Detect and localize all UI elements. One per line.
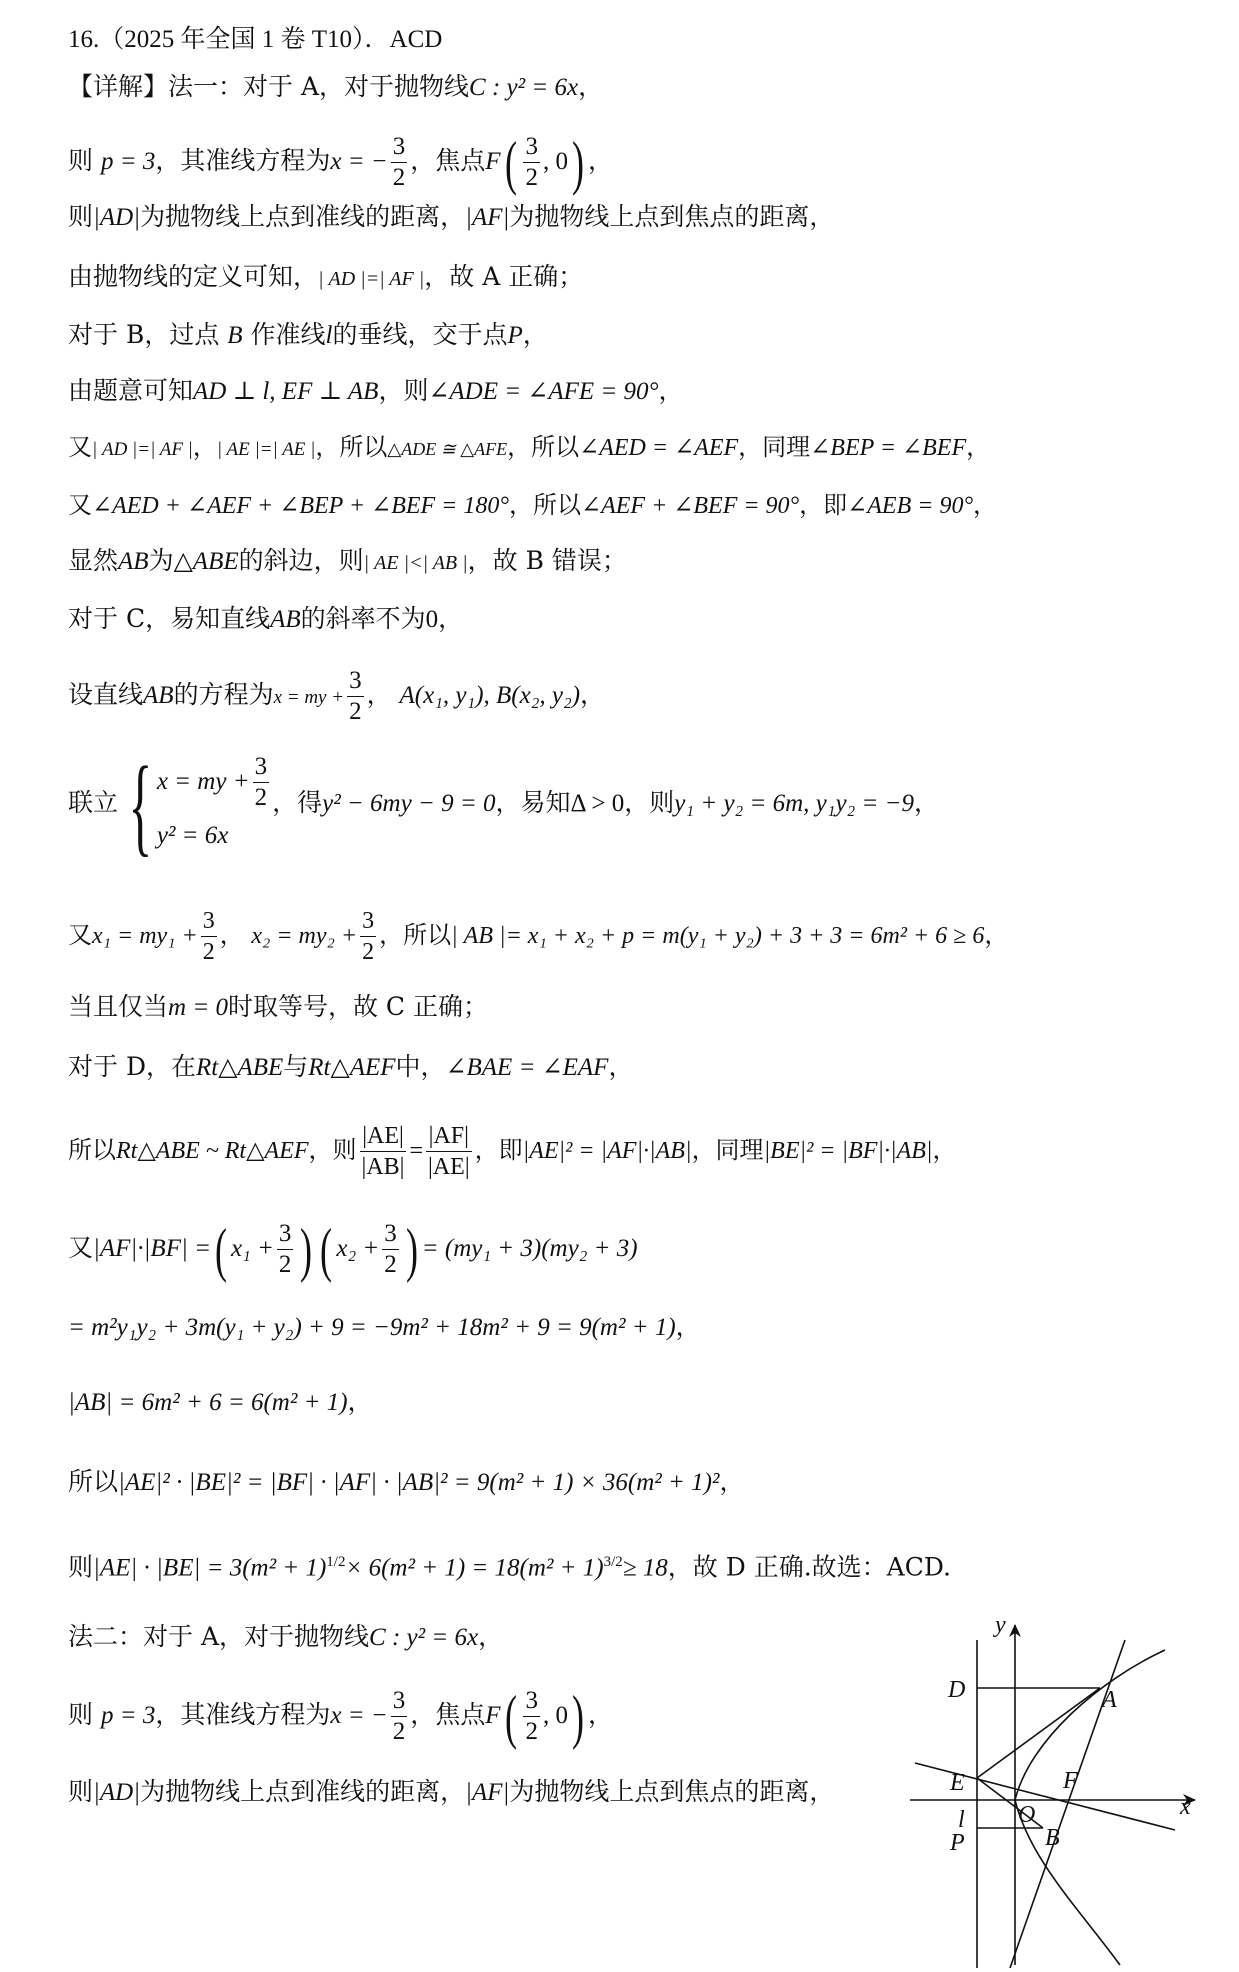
text: 又 — [68, 1233, 94, 1262]
formula: × 6(m² + 1) = 18(m² + 1) — [345, 1554, 604, 1582]
text: 又 — [68, 921, 92, 949]
text: 则 — [68, 1552, 94, 1582]
text: 又 — [68, 433, 92, 461]
formula: C : y² = 6x — [369, 1624, 479, 1651]
formula: Δ > 0 — [570, 790, 625, 817]
text: 为抛物线上点到准线的距离， — [140, 1777, 466, 1806]
denominator: 2 — [392, 1718, 406, 1745]
text: ，同理 — [691, 1136, 764, 1164]
formula: | AD |=| AF | — [92, 439, 193, 460]
denominator: 2 — [362, 939, 375, 965]
formula: ∠BAE = ∠EAF — [445, 1054, 609, 1081]
text: ， — [478, 1622, 504, 1651]
formula: |AE|² = |AF|·|AB| — [522, 1138, 692, 1164]
formula: |AE|² · |BE|² = |BF| · |AF| · |AB|² = 9(m² + 1) × 36(m² + 1)² — [118, 1469, 720, 1496]
text: ，则 — [308, 1136, 357, 1164]
formula: = m²y₁y₂ + 3m(y₁ + y₂) + 9 = −9m² + 18m² + 9 = 9(m² + 1) — [68, 1314, 676, 1341]
formula: p = 3 — [100, 148, 156, 175]
formula: F — [485, 1702, 501, 1729]
formula: B — [227, 322, 243, 349]
formula: p = 3 — [100, 1702, 156, 1729]
formula: Rt△ABE ~ Rt△AEF — [116, 1138, 309, 1164]
text: ，焦点 — [410, 146, 486, 175]
text: 对于 B，过点 — [68, 320, 220, 349]
text: ， — [608, 1052, 634, 1081]
denominator: 2 — [202, 939, 215, 965]
formula: |AB| = 6m² + 6 = 6(m² + 1) — [68, 1389, 348, 1416]
label-f: F — [1063, 1768, 1078, 1794]
text: ， — [578, 72, 604, 101]
text: 为 — [148, 546, 174, 575]
label-a: A — [1102, 1687, 1117, 1713]
numerator: 3 — [523, 1686, 540, 1717]
text: 则 — [68, 202, 94, 231]
formula: l — [325, 322, 333, 349]
formula: AB — [118, 548, 149, 575]
text: 所以 — [68, 1467, 119, 1496]
formula: | AB |= x₁ + x₂ + p = m(y₁ + y₂) + 3 + 3 = 6m² + 6 ≥ 6 — [451, 923, 985, 949]
text: ， — [973, 491, 998, 519]
text: ，故 D 正确.故选：ACD. — [667, 1552, 951, 1582]
formula: y² = 6x — [156, 821, 229, 849]
denominator: 2 — [525, 1718, 538, 1745]
text: ，得 — [272, 788, 323, 817]
left-paren: ( — [214, 1216, 227, 1283]
text: ， — [219, 921, 244, 949]
formula: ∠AEF + ∠BEF = 90° — [580, 493, 800, 519]
text: 的垂线，交于点 — [332, 320, 508, 349]
formula: 0 — [425, 606, 439, 633]
text: ，同理 — [738, 433, 811, 461]
text: ，所以 — [508, 491, 581, 519]
text: ，其准线方程为 — [155, 1700, 331, 1729]
formula: AB — [270, 606, 301, 633]
formula: = — [409, 1138, 424, 1164]
formula: |AD| — [93, 1779, 141, 1806]
text: 由抛物线的定义可知， — [68, 262, 319, 291]
text: 则 — [68, 1700, 94, 1729]
text: 为抛物线上点到焦点的距离， — [509, 1777, 835, 1806]
text: 又 — [68, 491, 92, 519]
text: 则 — [68, 146, 94, 175]
label-d: D — [948, 1677, 966, 1703]
left-paren: ( — [504, 1683, 517, 1750]
formula: ∠AED = ∠AEF — [579, 435, 739, 461]
text: ， — [587, 1700, 613, 1729]
text: 设直线 — [68, 680, 144, 709]
text: ，易知 — [495, 788, 571, 817]
formula: AB — [143, 682, 174, 709]
formula: ≥ 18 — [622, 1554, 668, 1582]
formula: | AE |<| AB | — [363, 552, 468, 574]
formula: |AF| — [465, 1779, 510, 1806]
denominator: 2 — [392, 164, 406, 191]
denominator: 2 — [525, 164, 538, 191]
text: ， — [966, 433, 991, 461]
formula: x₁ = my₁ + — [92, 923, 198, 949]
text: ， — [522, 320, 548, 349]
formula: Rt△ABE — [196, 1054, 284, 1081]
formula: |AE| · |BE| = 3(m² + 1) — [93, 1554, 327, 1582]
text: 【详解】法一：对于 A，对于抛物线 — [68, 72, 470, 101]
right-paren: ) — [405, 1216, 418, 1283]
formula: x = − — [330, 1702, 388, 1729]
formula: y² − 6my − 9 = 0 — [322, 790, 496, 817]
denominator: |AB| — [361, 1154, 405, 1180]
formula: ∠BEP = ∠BEF — [810, 435, 967, 461]
text: ， — [932, 1136, 957, 1164]
text: ， — [192, 433, 217, 461]
text: ， — [913, 788, 939, 817]
text: 的方程为 — [173, 680, 274, 709]
formula: | AD |=| AF | — [318, 268, 425, 290]
text: 则 — [68, 1777, 94, 1806]
formula: m = 0 — [168, 994, 228, 1021]
formula: AD ⊥ l, EF ⊥ AB — [193, 378, 379, 405]
text: 显然 — [68, 546, 119, 575]
formula: △ADE ≅ △AFE — [387, 439, 508, 459]
formula: A(x₁, y₁), B(x₂, y₂) — [399, 682, 581, 709]
label-b: B — [1045, 1825, 1060, 1851]
numerator: 3 — [391, 132, 408, 163]
denominator: 2 — [349, 698, 362, 725]
text: ， — [719, 1467, 745, 1496]
label-p: P — [950, 1830, 965, 1856]
numerator: 3 — [360, 906, 376, 937]
label-e: E — [950, 1770, 965, 1796]
formula: |AD| — [93, 204, 141, 231]
left-paren: ( — [320, 1216, 333, 1283]
text: 为抛物线上点到准线的距离， — [140, 202, 466, 231]
text: ，其准线方程为 — [155, 146, 331, 175]
text: 法二：对于 A，对于抛物线 — [68, 1622, 370, 1651]
numerator: 3 — [253, 752, 270, 783]
text: 的斜率不为 — [300, 604, 426, 633]
numerator: |AE| — [360, 1121, 407, 1152]
formula: F — [485, 148, 501, 175]
text: 对于 C，易知直线 — [68, 604, 271, 633]
text: ，焦点 — [410, 1700, 486, 1729]
formula: | AE |=| AE | — [216, 439, 316, 460]
text: ，即 — [474, 1136, 523, 1164]
label-l: l — [958, 1807, 965, 1833]
formula: |AF|·|BF| = — [93, 1235, 211, 1262]
formula: ∠AEB = 90° — [847, 493, 974, 519]
text: ， — [366, 680, 392, 709]
formula: , 0 — [542, 1702, 568, 1729]
text: 当且仅当 — [68, 992, 169, 1021]
text: 为抛物线上点到焦点的距离， — [509, 202, 835, 231]
denominator: |AE| — [428, 1154, 470, 1180]
numerator: 3 — [277, 1219, 294, 1250]
text: ，所以 — [507, 433, 580, 461]
formula: x₁ + — [230, 1235, 274, 1262]
denominator: 2 — [278, 1251, 292, 1278]
formula: = (my₁ + 3)(my₂ + 3) — [421, 1235, 638, 1262]
text: ，所以 — [315, 433, 388, 461]
text: 对于 D，在 — [68, 1052, 196, 1081]
text: ， — [438, 604, 464, 633]
formula: P — [507, 322, 523, 349]
text: 时取等号，故 C 正确； — [227, 992, 488, 1021]
numerator: 3 — [347, 666, 364, 697]
right-paren: ) — [571, 129, 584, 196]
formula: |BE|² = |BF|·|AB| — [763, 1138, 933, 1164]
text: 的斜边，则 — [238, 546, 364, 575]
text: 作准线 — [250, 320, 326, 349]
exponent: 3/2 — [603, 1554, 623, 1570]
formula: , 0 — [542, 148, 568, 175]
formula: x₂ + — [336, 1235, 380, 1262]
right-paren: ) — [571, 1683, 584, 1750]
formula: ∠ADE = ∠AFE = 90° — [428, 378, 659, 405]
denominator: 2 — [384, 1251, 397, 1278]
text: ，则 — [378, 376, 429, 405]
exponent: 1/2 — [326, 1554, 346, 1570]
header-text: 16.（2025 年全国 1 卷 T10）．ACD — [68, 26, 443, 53]
formula: y₁ + y₂ = 6m, y₁y₂ = −9 — [674, 790, 914, 817]
text: ， — [580, 680, 606, 709]
text: 与 — [283, 1052, 309, 1081]
numerator: 3 — [382, 1219, 399, 1250]
label-x: x — [1180, 1794, 1191, 1820]
left-paren: ( — [504, 129, 517, 196]
text: ，即 — [799, 491, 848, 519]
text: ，故 B 错误； — [467, 546, 627, 575]
formula: |AF| — [465, 204, 510, 231]
text: 所以 — [68, 1136, 116, 1164]
formula: x₂ = my₂ + — [251, 923, 358, 949]
formula: Rt△AEF — [308, 1054, 396, 1081]
text: ， — [347, 1387, 373, 1416]
left-brace: { — [128, 743, 153, 866]
formula: x = my + — [273, 687, 345, 708]
formula: x = my + — [156, 767, 250, 795]
label-o: O — [1018, 1802, 1036, 1828]
formula: ∠AED + ∠AEF + ∠BEP + ∠BEF = 180° — [92, 493, 509, 519]
text: 联立 — [68, 788, 119, 817]
text: ， — [587, 146, 613, 175]
text: ，所以 — [379, 921, 452, 949]
text: ，故 A 正确； — [424, 262, 584, 291]
text: ，则 — [624, 788, 675, 817]
text: 由题意可知 — [68, 376, 194, 405]
text: ， — [984, 921, 1009, 949]
denominator: 2 — [254, 783, 268, 811]
formula: △ABE — [173, 548, 239, 575]
numerator: 3 — [201, 906, 217, 937]
text: ， — [658, 376, 684, 405]
text: ， — [675, 1312, 701, 1341]
text: 中， — [395, 1052, 446, 1081]
numerator: 3 — [523, 132, 540, 163]
numerator: |AF| — [426, 1121, 472, 1152]
formula: C : y² = 6x — [469, 74, 579, 101]
formula: x = − — [330, 148, 388, 175]
label-y: y — [995, 1612, 1006, 1638]
numerator: 3 — [391, 1686, 408, 1717]
right-paren: ) — [300, 1216, 313, 1283]
